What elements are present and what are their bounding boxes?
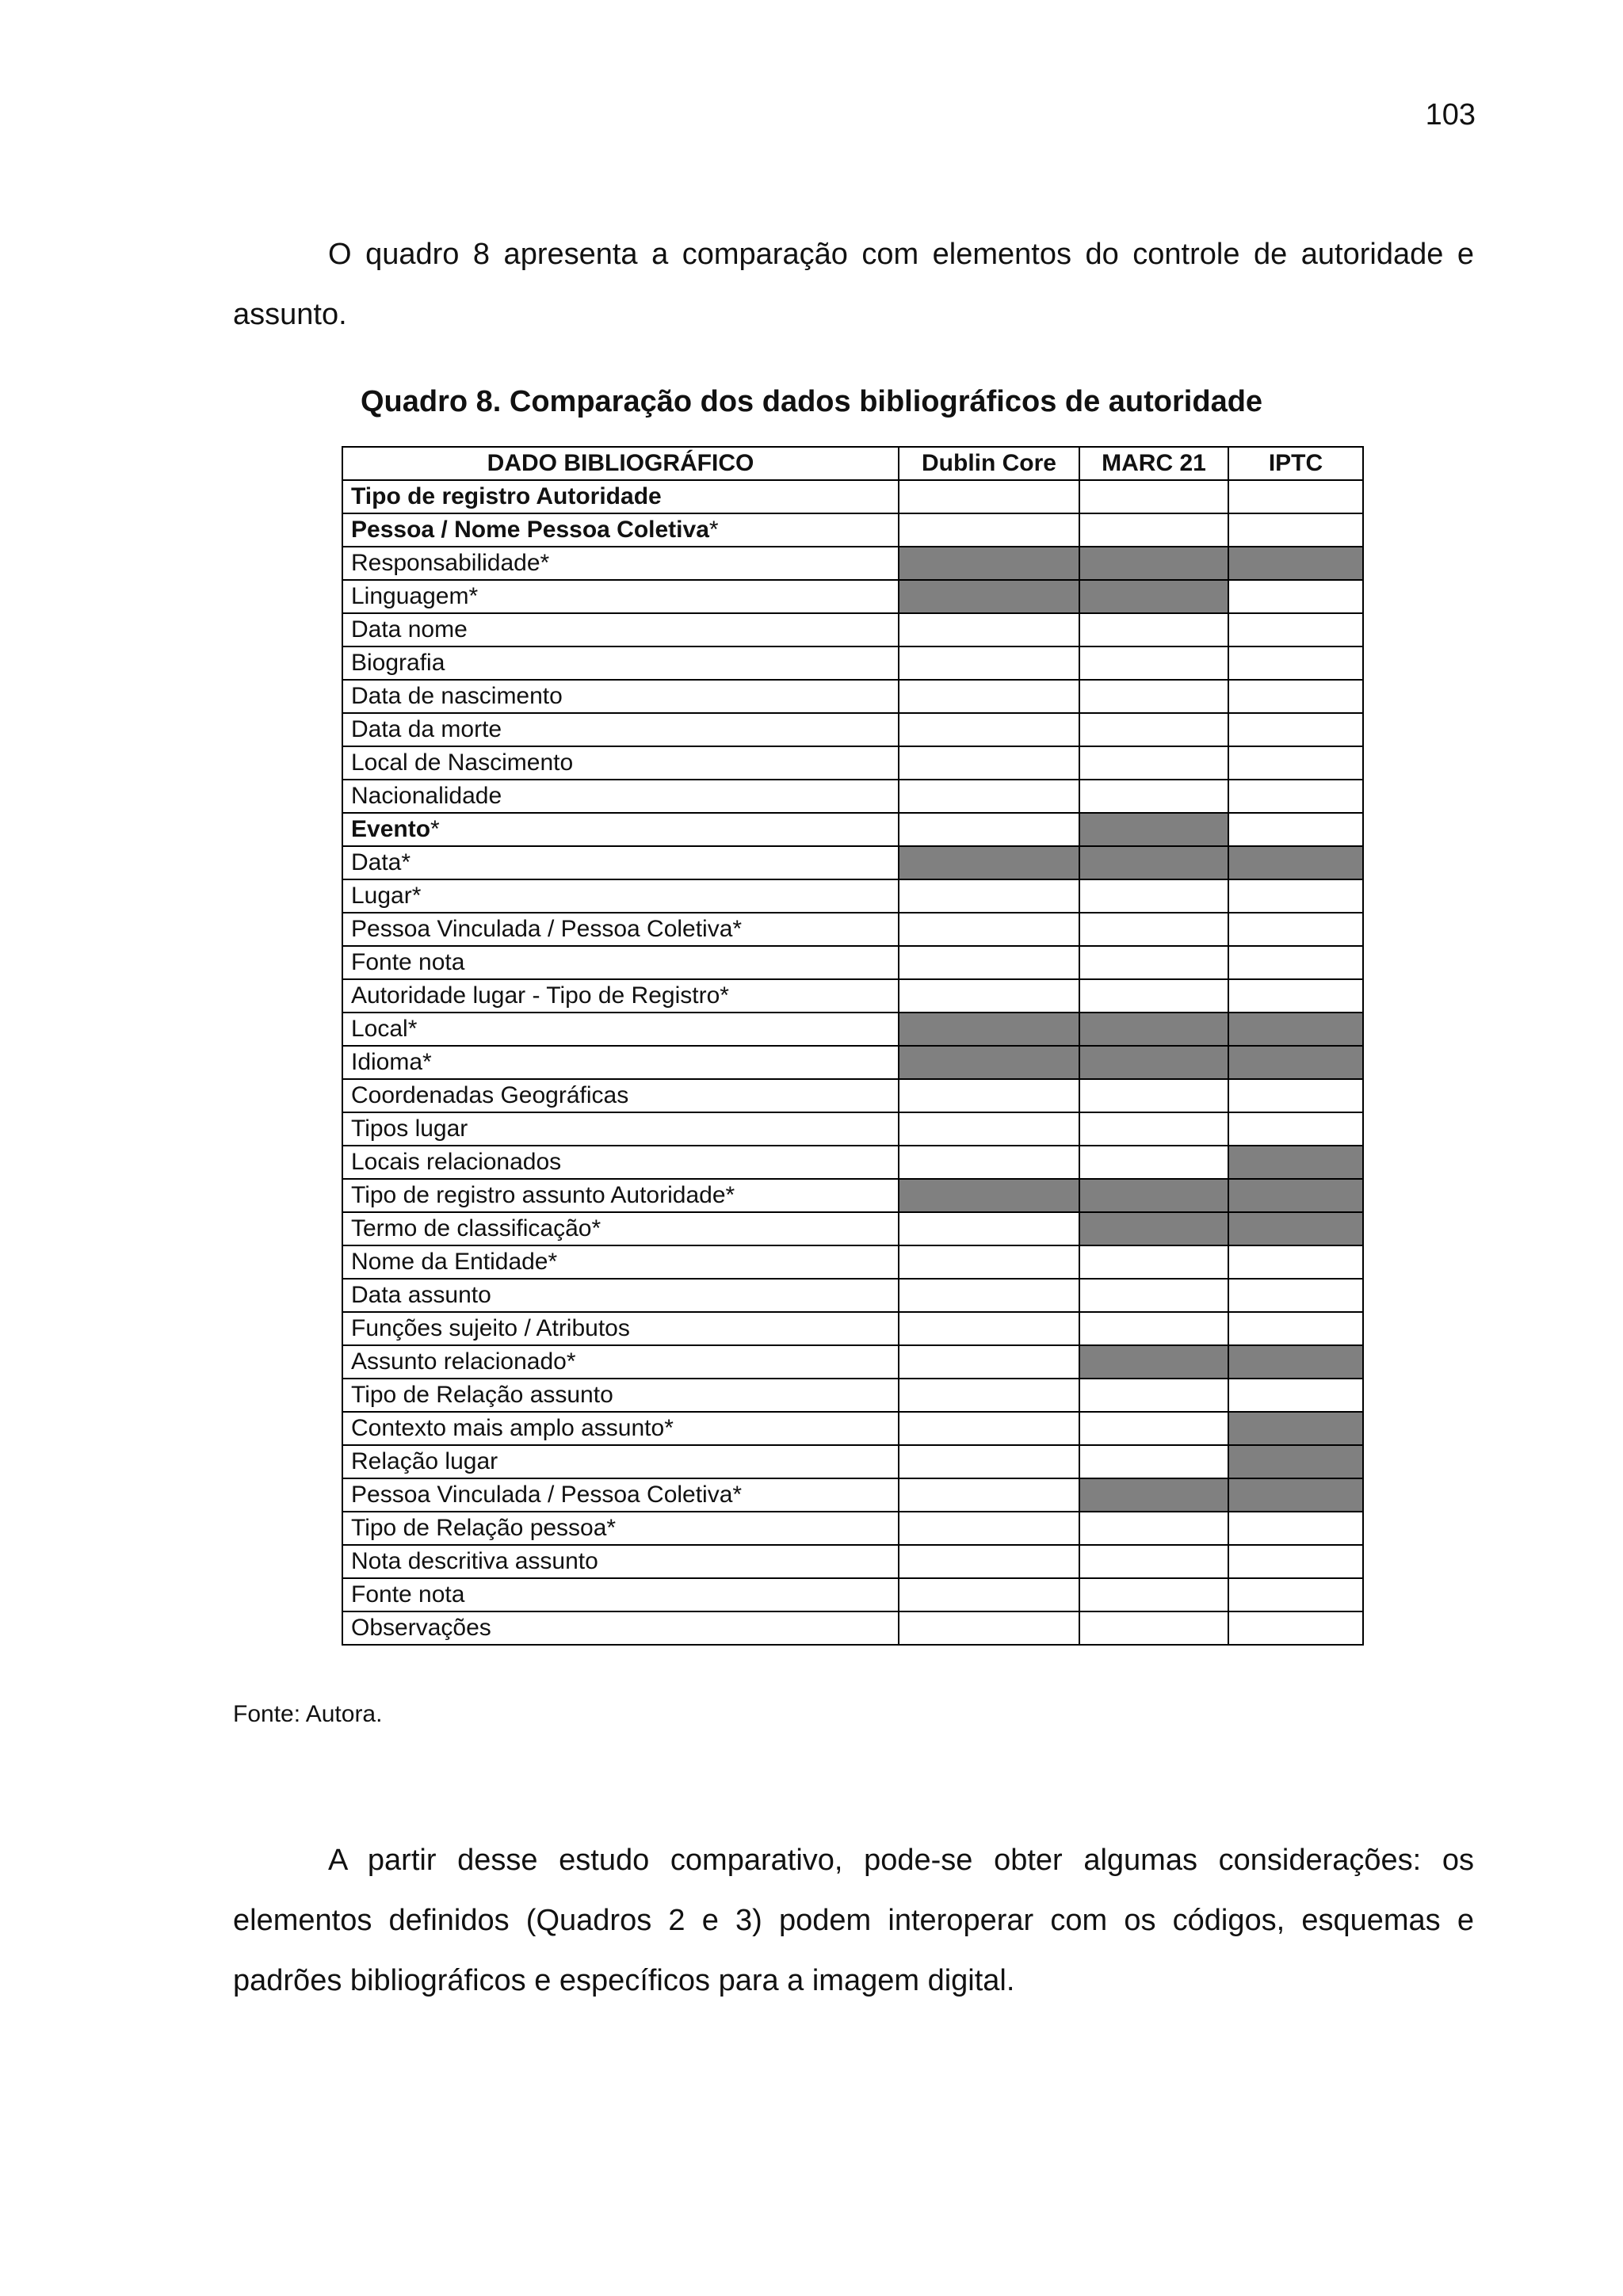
row-label [342, 746, 899, 780]
cell-iptc [1228, 1279, 1363, 1312]
row-label [342, 1046, 899, 1079]
cell-dublin-core [899, 979, 1079, 1013]
cell-iptc [1228, 580, 1363, 613]
table-row [342, 1545, 1363, 1578]
cell-marc-21 [1079, 1545, 1228, 1578]
row-label-text: Fonte nota [351, 1581, 465, 1608]
cell-marc-21 [1079, 946, 1228, 979]
table-row [342, 1345, 1363, 1379]
cell-iptc [1228, 946, 1363, 979]
closing-paragraph [233, 1830, 1474, 2011]
row-label [342, 613, 899, 646]
row-label-text: Tipos lugar [351, 1116, 468, 1142]
table-row [342, 1611, 1363, 1645]
table-row [342, 979, 1363, 1013]
row-label [342, 979, 899, 1013]
cell-dublin-core [899, 780, 1079, 813]
row-label-text: Nacionalidade [351, 783, 502, 809]
cell-iptc [1228, 1245, 1363, 1279]
cell-iptc [1228, 879, 1363, 913]
cell-marc-21 [1079, 1578, 1228, 1611]
cell-iptc-shaded [1228, 1345, 1363, 1379]
row-label-text: Data da morte [351, 716, 502, 742]
table-row [342, 780, 1363, 813]
cell-dublin-core [899, 1312, 1079, 1345]
cell-marc-21-shaded [1079, 1345, 1228, 1379]
row-label-text: Termo de classificação* [351, 1215, 601, 1241]
cell-marc-21-shaded [1079, 1046, 1228, 1079]
cell-iptc [1228, 513, 1363, 547]
row-label [342, 1545, 899, 1578]
cell-iptc-shaded [1228, 1046, 1363, 1079]
row-label [342, 1478, 899, 1512]
table-row [342, 1245, 1363, 1279]
cell-iptc [1228, 1379, 1363, 1412]
row-label [342, 879, 899, 913]
table-body [342, 480, 1363, 1645]
row-label-text: Evento [351, 816, 431, 842]
table-row [342, 1512, 1363, 1545]
cell-dublin-core [899, 1379, 1079, 1412]
table-row [342, 1079, 1363, 1112]
cell-marc-21 [1079, 1245, 1228, 1279]
cell-iptc-shaded [1228, 1412, 1363, 1445]
cell-dublin-core [899, 1079, 1079, 1112]
cell-iptc [1228, 1112, 1363, 1146]
row-label [342, 1212, 899, 1245]
cell-marc-21-shaded [1079, 1013, 1228, 1046]
table-row [342, 846, 1363, 879]
row-label-text: Responsabilidade* [351, 550, 550, 576]
row-label [342, 713, 899, 746]
row-label-text: Biografia [351, 650, 445, 676]
row-label-text: Fonte nota [351, 949, 465, 975]
table-row [342, 913, 1363, 946]
row-label-text: Data nome [351, 616, 468, 643]
row-label-asterisk: * [708, 517, 719, 543]
row-label [342, 1245, 899, 1279]
row-label [342, 1279, 899, 1312]
table-row [342, 813, 1363, 846]
intro-paragraph [233, 224, 1474, 345]
cell-iptc [1228, 1512, 1363, 1545]
row-label [342, 1013, 899, 1046]
cell-iptc [1228, 1312, 1363, 1345]
cell-iptc-shaded [1228, 547, 1363, 580]
cell-marc-21 [1079, 1146, 1228, 1179]
cell-marc-21 [1079, 480, 1228, 513]
row-label [342, 1179, 899, 1212]
cell-iptc [1228, 979, 1363, 1013]
cell-marc-21 [1079, 746, 1228, 780]
row-label-text: Nome da Entidade* [351, 1249, 558, 1275]
cell-iptc-shaded [1228, 1478, 1363, 1512]
row-label-text: Linguagem* [351, 583, 479, 609]
cell-dublin-core [899, 1345, 1079, 1379]
cell-iptc [1228, 1079, 1363, 1112]
cell-marc-21 [1079, 513, 1228, 547]
cell-dublin-core [899, 1445, 1079, 1478]
table-row [342, 680, 1363, 713]
cell-dublin-core [899, 1146, 1079, 1179]
row-label [342, 813, 899, 846]
row-label [342, 1611, 899, 1645]
table-row [342, 1312, 1363, 1345]
cell-marc-21-shaded [1079, 813, 1228, 846]
row-label [342, 780, 899, 813]
table-row [342, 879, 1363, 913]
row-label [342, 1146, 899, 1179]
cell-dublin-core [899, 1112, 1079, 1146]
cell-marc-21-shaded [1079, 1179, 1228, 1212]
row-label-text: Idioma* [351, 1049, 432, 1075]
cell-dublin-core [899, 713, 1079, 746]
cell-dublin-core [899, 1545, 1079, 1578]
row-label-text: Observações [351, 1615, 491, 1641]
row-label-text: Local de Nascimento [351, 749, 574, 776]
cell-iptc-shaded [1228, 1212, 1363, 1245]
cell-dublin-core [899, 1245, 1079, 1279]
cell-dublin-core [899, 1212, 1079, 1245]
cell-iptc [1228, 1611, 1363, 1645]
cell-dublin-core-shaded [899, 1013, 1079, 1046]
cell-marc-21 [1079, 713, 1228, 746]
row-label [342, 1379, 899, 1412]
cell-dublin-core [899, 613, 1079, 646]
table-row [342, 1146, 1363, 1179]
cell-iptc [1228, 713, 1363, 746]
cell-marc-21 [1079, 1079, 1228, 1112]
cell-dublin-core [899, 1512, 1079, 1545]
cell-marc-21 [1079, 613, 1228, 646]
table-row [342, 713, 1363, 746]
table-row [342, 1478, 1363, 1512]
cell-marc-21-shaded [1079, 580, 1228, 613]
cell-marc-21 [1079, 1611, 1228, 1645]
row-label-asterisk: * [430, 816, 440, 842]
comparison-table [342, 446, 1364, 1646]
row-label-text: Locais relacionados [351, 1149, 562, 1175]
cell-iptc-shaded [1228, 846, 1363, 879]
row-label-text: Tipo de Relação pessoa* [351, 1515, 617, 1541]
cell-iptc-shaded [1228, 1445, 1363, 1478]
table-row [342, 1379, 1363, 1412]
page-number: 103 [1425, 98, 1476, 132]
cell-marc-21 [1079, 913, 1228, 946]
cell-dublin-core [899, 646, 1079, 680]
row-label [342, 1412, 899, 1445]
cell-dublin-core [899, 680, 1079, 713]
row-label-text: Data* [351, 849, 411, 875]
table-row [342, 580, 1363, 613]
cell-marc-21 [1079, 1512, 1228, 1545]
cell-dublin-core [899, 913, 1079, 946]
header-marc-21: MARC 21 [1079, 447, 1228, 480]
cell-iptc [1228, 1545, 1363, 1578]
row-label [342, 1312, 899, 1345]
cell-dublin-core [899, 879, 1079, 913]
row-label-text: Assunto relacionado* [351, 1348, 576, 1375]
cell-iptc [1228, 480, 1363, 513]
cell-marc-21-shaded [1079, 1478, 1228, 1512]
cell-marc-21 [1079, 1279, 1228, 1312]
cell-iptc-shaded [1228, 1179, 1363, 1212]
header-dublin-core: Dublin Core [899, 447, 1079, 480]
table-row [342, 547, 1363, 580]
table-row [342, 1112, 1363, 1146]
cell-marc-21 [1079, 879, 1228, 913]
header-dado-bibliografico: DADO BIBLIOGRÁFICO [342, 447, 899, 480]
table-row [342, 513, 1363, 547]
table-row [342, 1279, 1363, 1312]
row-label-text: Lugar* [351, 883, 422, 909]
table-row [342, 1046, 1363, 1079]
row-label-text: Data assunto [351, 1282, 491, 1308]
row-label [342, 646, 899, 680]
table-row [342, 646, 1363, 680]
cell-iptc [1228, 780, 1363, 813]
cell-dublin-core-shaded [899, 1179, 1079, 1212]
cell-marc-21 [1079, 780, 1228, 813]
cell-dublin-core [899, 513, 1079, 547]
cell-dublin-core [899, 480, 1079, 513]
cell-marc-21 [1079, 1379, 1228, 1412]
row-label-text: Coordenadas Geográficas [351, 1082, 629, 1108]
closing-paragraph-text: A partir desse estudo comparativo, pode-se obter algumas considerações: os elementos definidos (Quadros 2 e 3) podem interoperar com os códigos, esquemas e padrões bibliográficos e específicos para a imagem digital. [233, 1844, 1474, 1997]
row-label [342, 1079, 899, 1112]
table-caption: Quadro 8. Comparação dos dados bibliográficos de autoridade [360, 385, 1263, 418]
cell-dublin-core [899, 1578, 1079, 1611]
row-label [342, 946, 899, 979]
cell-iptc-shaded [1228, 1146, 1363, 1179]
table-row [342, 946, 1363, 979]
row-label [342, 513, 899, 547]
table-row [342, 1445, 1363, 1478]
cell-marc-21-shaded [1079, 846, 1228, 879]
row-label-text: Funções sujeito / Atributos [351, 1315, 630, 1341]
cell-dublin-core [899, 946, 1079, 979]
table-row [342, 1412, 1363, 1445]
table-row [342, 613, 1363, 646]
cell-dublin-core [899, 813, 1079, 846]
source-note: Fonte: Autora. [233, 1701, 383, 1727]
cell-marc-21 [1079, 680, 1228, 713]
cell-marc-21 [1079, 1445, 1228, 1478]
row-label [342, 1112, 899, 1146]
row-label-text: Autoridade lugar - Tipo de Registro* [351, 982, 729, 1009]
table-row [342, 1212, 1363, 1245]
row-label [342, 547, 899, 580]
cell-dublin-core-shaded [899, 846, 1079, 879]
row-label [342, 480, 899, 513]
table-header-row [342, 447, 1363, 480]
cell-marc-21-shaded [1079, 1212, 1228, 1245]
cell-iptc-shaded [1228, 1013, 1363, 1046]
cell-iptc [1228, 613, 1363, 646]
cell-dublin-core [899, 1279, 1079, 1312]
row-label [342, 913, 899, 946]
cell-dublin-core-shaded [899, 580, 1079, 613]
row-label-text: Contexto mais amplo assunto* [351, 1415, 674, 1441]
table-row [342, 1578, 1363, 1611]
row-label-text: Tipo de registro Autoridade [351, 483, 662, 509]
table-row [342, 1013, 1363, 1046]
intro-paragraph-text: O quadro 8 apresenta a comparação com elementos do controle de autoridade e assunto. [233, 238, 1474, 331]
cell-marc-21 [1079, 1112, 1228, 1146]
cell-marc-21 [1079, 1312, 1228, 1345]
cell-dublin-core [899, 1611, 1079, 1645]
cell-iptc [1228, 746, 1363, 780]
row-label [342, 1345, 899, 1379]
cell-marc-21 [1079, 646, 1228, 680]
row-label-text: Pessoa / Nome Pessoa Coletiva [351, 517, 709, 543]
row-label-text: Tipo de Relação assunto [351, 1382, 613, 1408]
cell-marc-21 [1079, 1412, 1228, 1445]
row-label [342, 1445, 899, 1478]
cell-marc-21-shaded [1079, 547, 1228, 580]
row-label [342, 680, 899, 713]
row-label-text: Nota descritiva assunto [351, 1548, 598, 1574]
row-label [342, 846, 899, 879]
header-iptc: IPTC [1228, 447, 1363, 480]
row-label-text: Pessoa Vinculada / Pessoa Coletiva* [351, 1482, 743, 1508]
cell-iptc [1228, 680, 1363, 713]
cell-marc-21 [1079, 979, 1228, 1013]
row-label [342, 580, 899, 613]
table-row [342, 1179, 1363, 1212]
cell-dublin-core [899, 1412, 1079, 1445]
row-label-text: Relação lugar [351, 1448, 498, 1474]
row-label [342, 1512, 899, 1545]
cell-iptc [1228, 813, 1363, 846]
row-label-text: Tipo de registro assunto Autoridade* [351, 1182, 735, 1208]
table-row [342, 746, 1363, 780]
cell-dublin-core [899, 746, 1079, 780]
cell-iptc [1228, 913, 1363, 946]
cell-iptc [1228, 1578, 1363, 1611]
cell-dublin-core [899, 1478, 1079, 1512]
cell-dublin-core-shaded [899, 1046, 1079, 1079]
row-label [342, 1578, 899, 1611]
table-row [342, 480, 1363, 513]
row-label-text: Data de nascimento [351, 683, 563, 709]
row-label-text: Pessoa Vinculada / Pessoa Coletiva* [351, 916, 743, 942]
row-label-text: Local* [351, 1016, 418, 1042]
cell-iptc [1228, 646, 1363, 680]
cell-dublin-core-shaded [899, 547, 1079, 580]
